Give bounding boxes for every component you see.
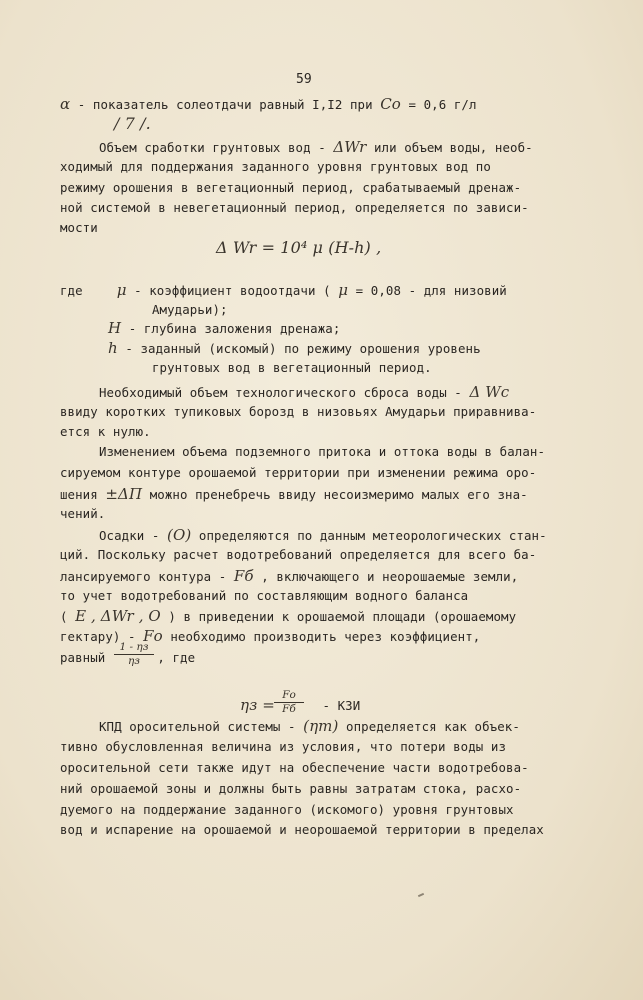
text-segment: - КЗИ [314,698,361,713]
text-line-9: Амударьи); [152,302,228,317]
text-line-27 [99,718,520,735]
handwritten-symbol: ηз = [240,696,275,714]
reference-mark: / 7 /. [114,114,151,133]
text-line-3 [99,139,533,156]
text-line-28: тивно обусловленная величина из условия, что потери воды из [60,739,507,754]
handwritten-symbol: (ηт) [303,717,339,735]
text-segment: определяется как объек- [338,719,520,734]
handwritten-symbol: Δ Wc [469,383,510,401]
text-line-24 [60,608,516,625]
text-segment: - показатель солеотдачи равный I,I2 при [70,97,381,112]
text-segment: - заданный (искомый) по режиму орошения уровень [117,341,481,356]
handwritten-symbol: h [108,339,118,357]
text-line-7: мости [60,220,98,235]
fraction-denominator: Fб [282,703,296,715]
text-segment: определяются по данным метеорологических стан- [191,528,547,543]
text-line-16: Изменением объема подземного притока и оттока воды в балан- [99,444,546,459]
text-segment: КПД оросительной системы - [99,719,304,734]
text-line-29: оросительной сети также идут на обеспечение части водотребова- [60,760,529,775]
text-segment: необходимо производить через коэффициент, [162,629,481,644]
text-segment: = 0,08 - для низовий [348,283,507,298]
text-line-31: дуемого на поддержание заданного (искомого) уровня грунтовых [60,802,514,817]
handwritten-symbol: (O) [167,526,192,544]
page-number: 59 [296,72,312,87]
fraction-numerator: 1 - ηз [119,641,149,653]
text-segment: , включающего и неорошаемые земли, [253,569,519,584]
text-segment: - глубина заложения дренажа; [121,321,341,336]
text-line-18 [60,486,528,503]
text-segment: = 0,6 г/л [400,97,477,112]
handwritten-symbol: Fо [143,627,163,645]
paper-speck [418,893,424,897]
text-segment: где [60,283,83,298]
text-line-17: сируемом контуре орошаемой территории при изменении режима оро- [60,465,537,480]
text-segment: Необходимый объем технологического сброса воды - [99,385,470,400]
text-segment: или объем воды, необ- [366,140,533,155]
text-line-5: режиму орошения в вегетационный период, срабатываемый дренаж- [60,180,522,195]
text-line-12: грунтовых вод в вегетационный период. [152,360,432,375]
text-line-13 [99,384,509,401]
handwritten-symbol: ±ΔП [105,485,143,503]
text-line-19: чений. [60,506,106,521]
text-segment: Осадки - [99,528,168,543]
text-line-8 [60,282,507,299]
text-line-32: вод и испарение на орошаемой и неорошаемой территории в пределах [60,822,544,837]
text-line-1 [60,96,477,113]
kzi-fraction [274,690,304,715]
coefficient-fraction [114,642,154,667]
text-segment: ) в приведении к орошаемой площади (орошаемому [160,609,517,624]
formula-groundwater: Δ Wr = 10⁴ μ (H-h) , [216,238,382,257]
text-line-15: ется к нулю. [60,424,151,439]
mu-symbol: μ [338,281,349,299]
text-line-4: ходимый для поддержания заданного уровня грунтовых вод по [60,159,491,174]
text-line-22 [60,568,518,585]
text-line-6: ной системой в невегетационный период, определяется по зависи- [60,200,529,215]
text-segment: Объем сработки грунтовых вод - [99,140,334,155]
text-line-30: ний орошаемой зоны и должны быть равны затратам стока, расхо- [60,781,522,796]
handwritten-symbol: E , ΔWr , O [75,607,161,625]
handwritten-symbol: H [108,319,122,337]
alpha-symbol: α [60,95,71,113]
text-line-21: ций. Поскольку расчет водотребований определяется для всего ба- [60,547,537,562]
text-line-10 [108,320,340,337]
text-segment: гектару) - [60,629,144,644]
handwritten-symbol: Fб [233,567,254,585]
text-segment: ( [60,609,76,624]
fraction-denominator: ηз [127,655,141,667]
text-segment: лансируемого контура - [60,569,234,584]
handwritten-symbol: Cо [380,95,401,113]
text-segment: , где [157,650,196,665]
text-segment: равный [60,650,106,665]
fraction-numerator: Fо [282,689,296,701]
text-line-23: то учет водотребований по составляющим водного баланса [60,588,469,603]
handwritten-symbol: ΔWr [333,138,367,156]
mu-symbol: μ [116,281,127,299]
text-segment: можно пренебречь ввиду несоизмеримо малых его зна- [142,487,528,502]
text-line-14: ввиду коротких тупиковых борозд в низовьях Амударьи приравнива- [60,404,537,419]
text-line-11 [108,340,481,357]
text-segment: - коэффициент водоотдачи ( [126,283,339,298]
text-segment: шения [60,487,106,502]
text-line-20 [99,527,547,544]
